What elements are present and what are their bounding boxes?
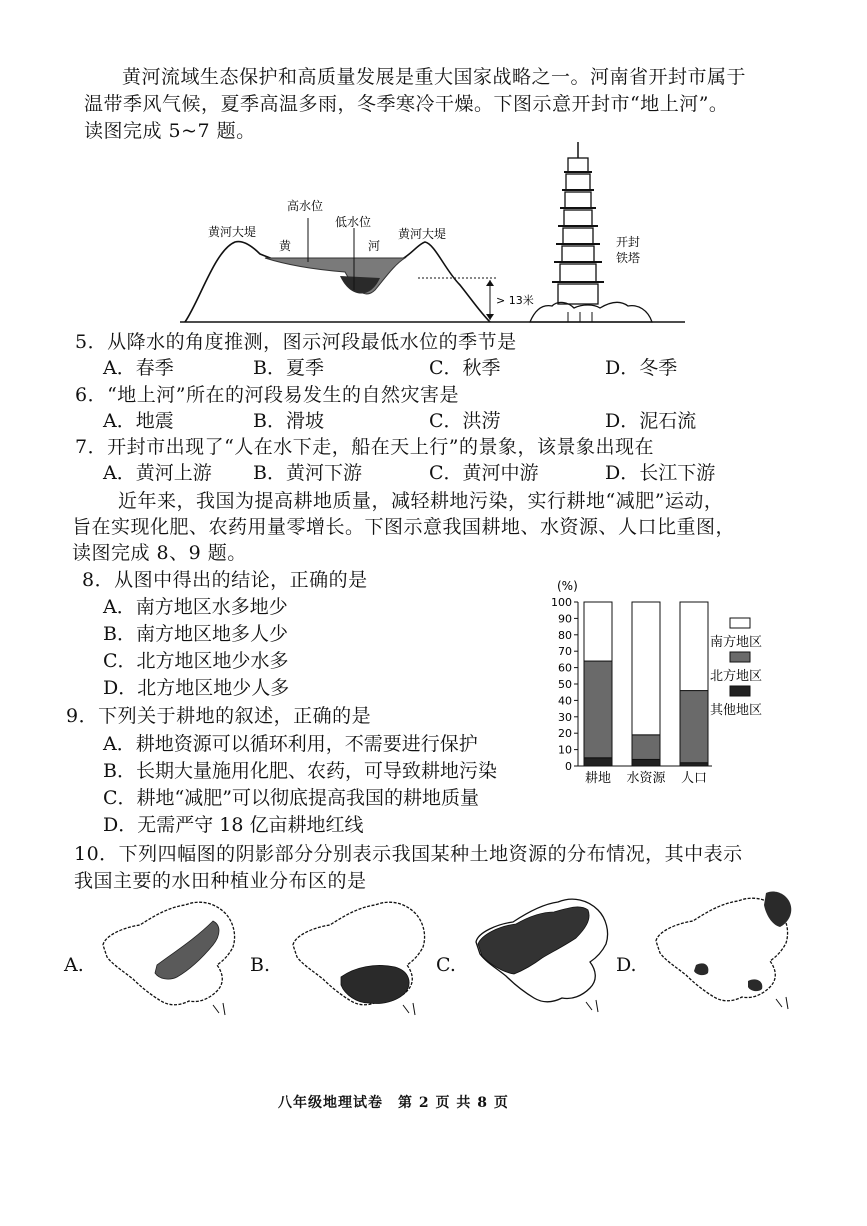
passage1-line-2: 温带季风气候，夏季高温多雨，冬季寒冷干燥。下图示意开封市“地上河”。: [84, 93, 729, 115]
legend-label-2: 南方地区: [710, 635, 763, 650]
legend-swatch-2: [730, 618, 750, 628]
above-ground-river-figure: [180, 140, 690, 330]
stacked-bar-chart: [540, 570, 780, 790]
passage1-line-1: 黄河流域生态保护和高质量发展是重大国家战略之一。河南省开封市属于: [122, 66, 747, 88]
y-tick-label-20: 20: [558, 727, 572, 741]
left-levee-label: 黄河大堤: [208, 225, 257, 239]
y-tick-label-100: 100: [551, 596, 572, 609]
bar-0-series-2: [584, 602, 612, 661]
q8-option-d: D．北方地区地少人多: [103, 677, 290, 699]
x-tick-label-1: 水资源: [626, 771, 666, 786]
q9-option-a: A．耕地资源可以循环利用，不需要进行保护: [103, 733, 478, 755]
q6-option-b: B．滑坡: [253, 410, 324, 432]
chart-ylabel: (%): [557, 579, 578, 593]
passage2-line-2: 旨在实现化肥、农药用量零增长。下图示意我国耕地、水资源、人口比重图，: [72, 516, 736, 538]
q8-stem: 8．从图中得出的结论，正确的是: [82, 569, 368, 591]
y-tick-label-90: 90: [558, 612, 572, 626]
high-water-label: 高水位: [287, 199, 324, 213]
q6-stem: 6．“地上河”所在的河段易发生的自然灾害是: [75, 384, 460, 406]
q9-option-d: D．无需严守 18 亿亩耕地红线: [103, 814, 364, 836]
map-c-label: C.: [436, 954, 456, 976]
tower-label-line-1: 开封: [616, 235, 641, 249]
bar-2-series-1: [680, 691, 708, 763]
legend-swatch-0: [730, 686, 750, 696]
q8-option-a: A．南方地区水多地少: [103, 596, 288, 618]
q6-option-d: D．泥石流: [605, 410, 697, 432]
river-water: [265, 258, 405, 294]
q8-option-c: C．北方地区地少水多: [103, 650, 289, 672]
q7-option-a: A．黄河上游: [103, 462, 212, 484]
q7-option-d: D．长江下游: [605, 462, 716, 484]
y-tick-label-80: 80: [558, 628, 572, 642]
bar-1-series-1: [632, 735, 660, 760]
q5-option-a: A．春季: [103, 357, 174, 379]
y-tick-label-10: 10: [558, 743, 572, 757]
bar-0-series-1: [584, 661, 612, 758]
levee-profile: [185, 242, 490, 323]
q6-option-c: C．洪涝: [429, 410, 501, 432]
q5-stem: 5．从降水的角度推测，图示河段最低水位的季节是: [75, 331, 517, 353]
q10-stem-line-2: 我国主要的水田种植业分布区的是: [74, 870, 367, 892]
legend-label-1: 北方地区: [710, 669, 763, 684]
bar-1-series-0: [632, 759, 660, 766]
right-levee-label: 黄河大堤: [398, 227, 447, 241]
legend-label-0: 其他地区: [710, 703, 763, 718]
y-tick-label-60: 60: [558, 661, 572, 675]
bar-2-series-2: [680, 602, 708, 691]
chart-x-labels: [585, 770, 707, 786]
river-char-1: 黄: [279, 239, 292, 253]
passage2-line-1: 近年来，我国为提高耕地质量，减轻耕地污染，实行耕地“减肥”运动，: [118, 490, 724, 512]
china-map-a: [95, 895, 245, 1020]
y-tick-label-30: 30: [558, 710, 572, 724]
height-label: > 13米: [496, 294, 534, 307]
china-map-d: [648, 885, 808, 1020]
tower-label-line-2: 铁塔: [616, 251, 641, 265]
q9-option-b: B．长期大量施用化肥、农药，可导致耕地污染: [103, 760, 497, 782]
map-d-label: D.: [616, 954, 637, 976]
q7-option-b: B．黄河下游: [253, 462, 362, 484]
low-water-label: 低水位: [335, 215, 372, 229]
y-tick-label-40: 40: [558, 694, 572, 708]
q6-option-a: A．地震: [103, 410, 174, 432]
china-map-b: [285, 895, 435, 1020]
page-footer: 八年级地理试卷 第 2 页 共 8 页: [278, 1095, 509, 1111]
map-a-label: A.: [64, 954, 84, 976]
y-tick-label-0: 0: [565, 760, 572, 773]
passage1-line-3: 读图完成 5~7 题。: [84, 120, 256, 142]
q9-option-c: C．耕地“减肥”可以彻底提高我国的耕地质量: [103, 787, 479, 809]
q5-option-c: C．秋季: [429, 357, 501, 379]
iron-tower-icon: [530, 142, 652, 322]
map-b-label: B.: [250, 954, 271, 976]
q5-option-b: B．夏季: [253, 357, 324, 379]
passage2-line-3: 读图完成 8、9 题。: [72, 542, 247, 564]
q8-option-b: B．南方地区地多人少: [103, 623, 288, 645]
china-map-c: [468, 890, 618, 1020]
q9-stem: 9．下列关于耕地的叙述，正确的是: [66, 705, 372, 727]
chart-bars: [584, 602, 708, 766]
bar-0-series-0: [584, 758, 612, 766]
chart-legend: [710, 618, 762, 718]
q10-stem-line-1: 10．下列四幅图的阴影部分分别表示我国某种土地资源的分布情况，其中表示: [74, 843, 743, 865]
x-tick-label-2: 人口: [680, 771, 708, 786]
bar-1-series-2: [632, 602, 660, 735]
x-tick-label-0: 耕地: [584, 771, 612, 786]
q7-stem: 7．开封市出现了“人在水下走，船在天上行”的景象，该景象出现在: [75, 436, 655, 458]
q7-option-c: C．黄河中游: [429, 462, 539, 484]
river-char-2: 河: [368, 239, 381, 253]
legend-swatch-1: [730, 652, 750, 662]
y-tick-label-70: 70: [558, 645, 572, 659]
q5-option-d: D．冬季: [605, 357, 678, 379]
y-tick-label-50: 50: [558, 678, 572, 691]
